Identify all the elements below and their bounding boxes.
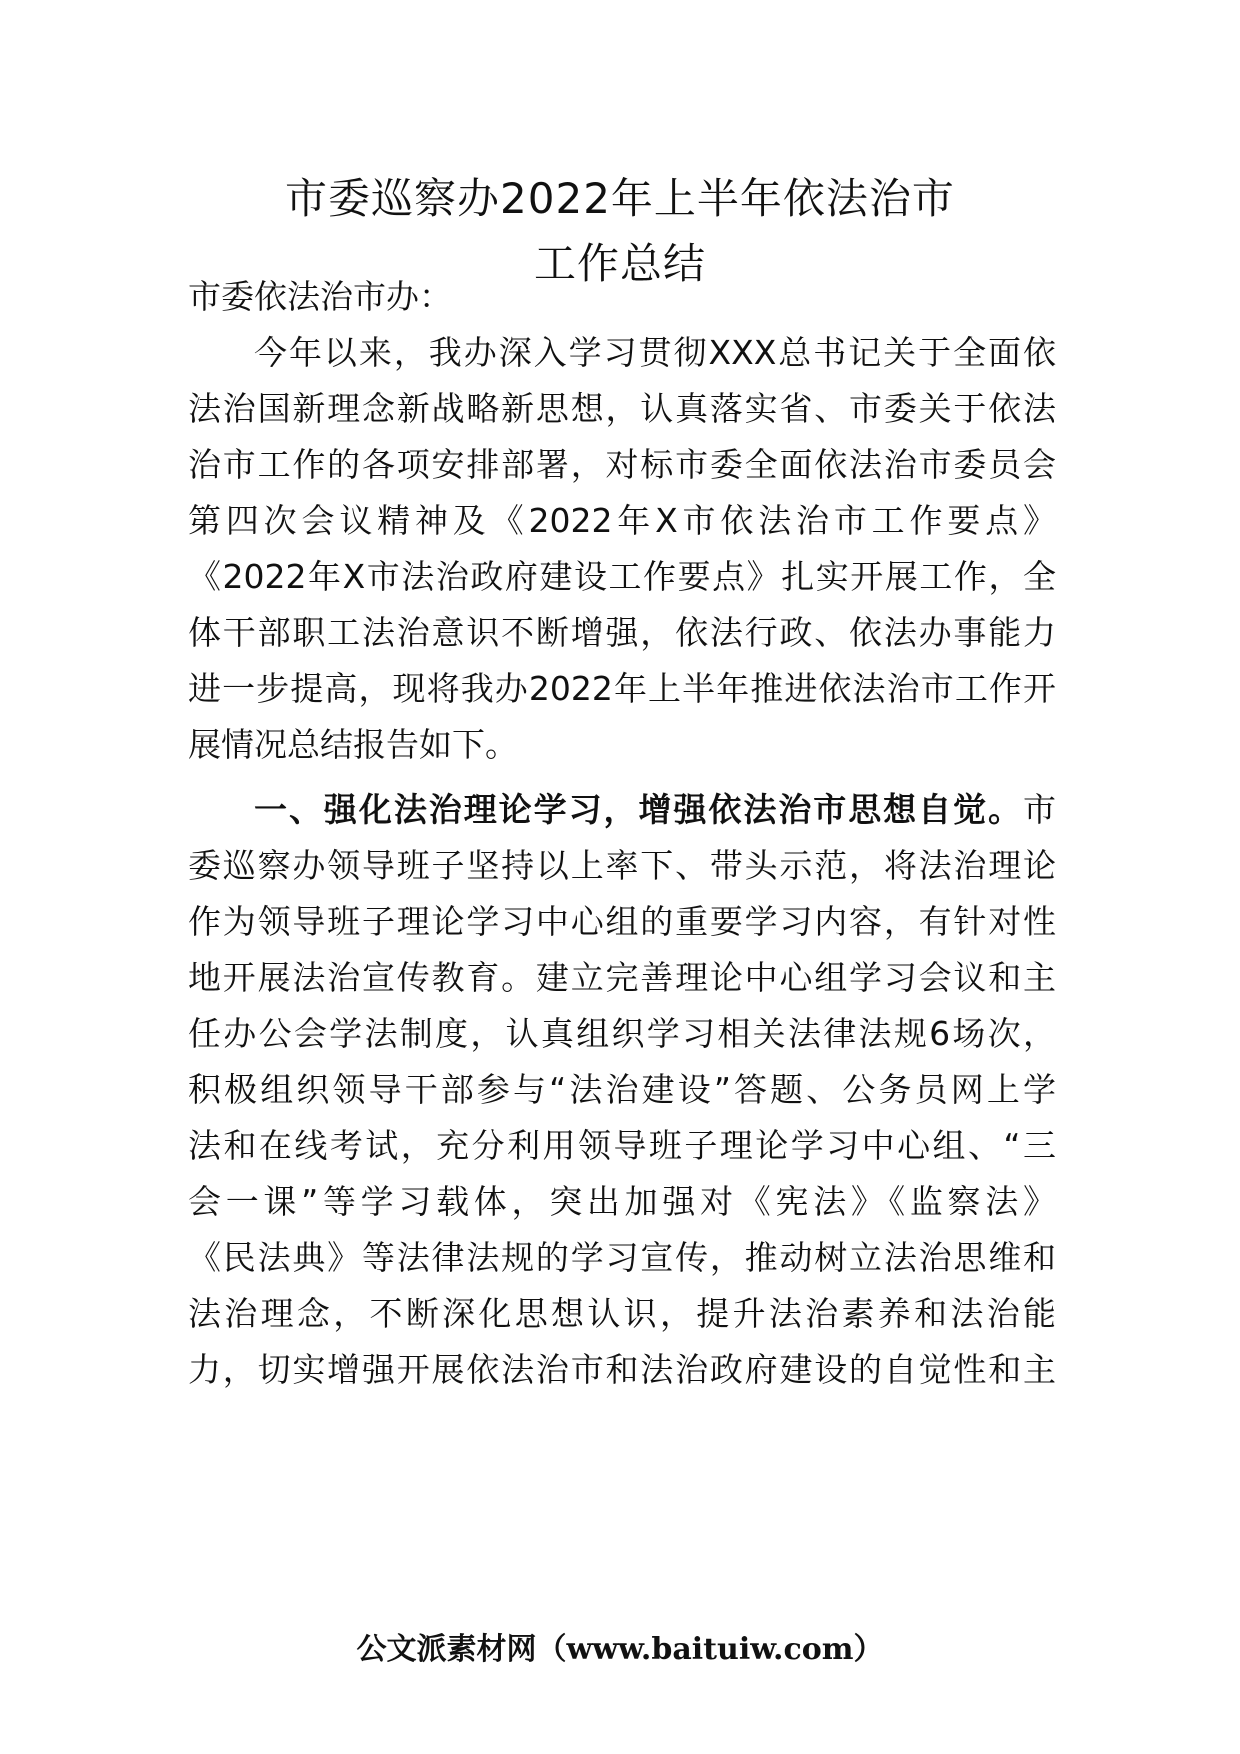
document-title-line-1: 市委巡察办2022年上半年依法治市 bbox=[285, 174, 955, 223]
paragraph-line: 今年以来，我办深入学习贯彻XXX总书记关于全面依 bbox=[254, 333, 1056, 372]
section-heading: 一、强化法治理论学习，增强依法治市思想自觉。 bbox=[254, 790, 1023, 829]
paragraph-line: 任办公会学法制度，认真组织学习相关法律法规6场次， bbox=[188, 1014, 1056, 1053]
paragraph-line: 治市工作的各项安排部署，对标市委全面依法治市委员会 bbox=[188, 445, 1056, 484]
paragraph-line: 法和在线考试，充分利用领导班子理论学习中心组、“三 bbox=[188, 1126, 1056, 1165]
paragraph-line: 会一课”等学习载体，突出加强对《宪法》《监察法》 bbox=[188, 1182, 1056, 1221]
paragraph-line: 委巡察办领导班子坚持以上率下、带头示范，将法治理论 bbox=[188, 846, 1056, 885]
paragraph-line: 地开展法治宣传教育。建立完善理论中心组学习会议和主 bbox=[188, 958, 1056, 997]
paragraph-line: 法治国新理念新战略新思想，认真落实省、市委关于依法 bbox=[188, 389, 1056, 428]
paragraph-line: 《2022年X市法治政府建设工作要点》扎实开展工作，全 bbox=[188, 557, 1056, 596]
paragraph-line: 第四次会议精神及《2022年X市依法治市工作要点》 bbox=[188, 501, 1056, 540]
document-title-line-2: 工作总结 bbox=[533, 239, 706, 288]
paragraph-line: 力，切实增强开展依法治市和法治政府建设的自觉性和主 bbox=[188, 1350, 1056, 1389]
paragraph-line: 《民法典》等法律法规的学习宣传，推动树立法治思维和 bbox=[188, 1238, 1056, 1277]
paragraph-line: 作为领导班子理论学习中心组的重要学习内容，有针对性 bbox=[188, 902, 1056, 941]
paragraph-line: 展情况总结报告如下。 bbox=[188, 725, 518, 764]
salutation: 市委依法治市办： bbox=[188, 277, 452, 316]
paragraph-line: 体干部职工法治意识不断增强，依法行政、依法办事能力 bbox=[188, 613, 1056, 652]
footer-watermark: 公文派素材网（www.baituiw.com） bbox=[356, 1632, 884, 1667]
section-heading-line bbox=[254, 786, 1056, 834]
paragraph-line: 积极组织领导干部参与“法治建设”答题、公务员网上学 bbox=[188, 1070, 1056, 1109]
paragraph-line: 进一步提高，现将我办2022年上半年推进依法治市工作开 bbox=[188, 669, 1056, 708]
paragraph-line: 法治理念，不断深化思想认识，提升法治素养和法治能 bbox=[188, 1294, 1056, 1333]
section-heading-continuation: 市 bbox=[1023, 790, 1056, 829]
